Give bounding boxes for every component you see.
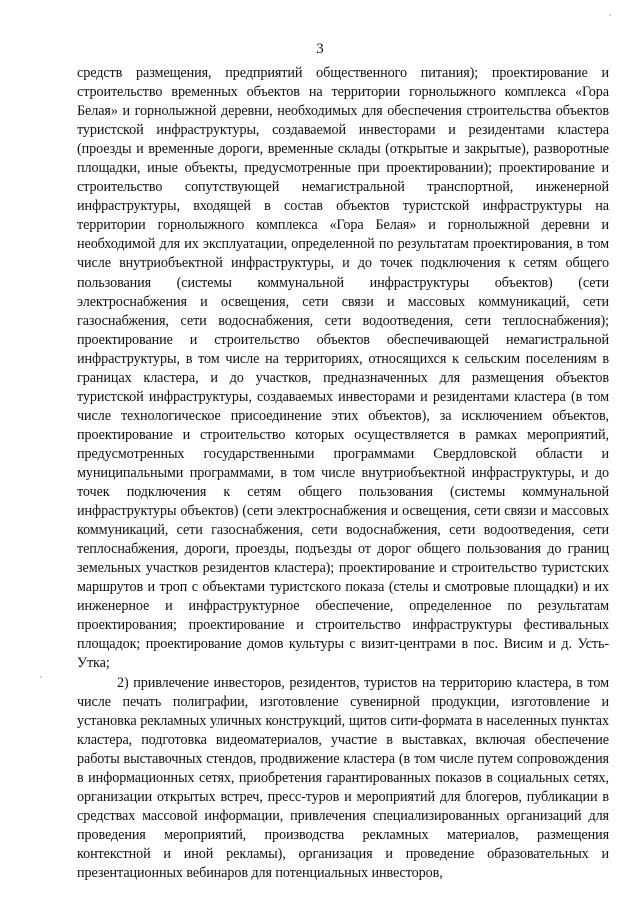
document-body — [77, 64, 609, 883]
scan-speck — [40, 676, 42, 678]
paragraph-item-2: 2) привлечение инвесторов, резидентов, туристов на территорию кластера, в том числе печать полиграфии, изготовление сувенирной продукции, изготовление и установка рекламных уличных конструкций, щитов сити-формата в населенных пунктах кластера, подготовка видеоматериалов, участие в выставках, включая обеспечение работы выставочных стендов, продвижение кластера (в том числе путем сопровождения в информационных сетях, приобретения гарантированных показов в социальных сетях, организации открытых встреч, пресс-туров и мероприятий для блогеров, публикации в средствах массовой информации, привлечения специализированных организаций для проведения мероприятий, производства рекламных материалов, размещения контекстной и иной рекламы), организация и проведение образовательных и презентационных вебинаров для потенциальных инвесторов, — [77, 674, 609, 881]
paragraph-continuation: средств размещения, предприятий общественного питания); проектирование и строительство временных объектов на территории горнолыжного комплекса «Гора Белая» и горнолыжной деревни, необходимых для обеспечения строительства объектов туристской инфраструктуры, создаваемой инвесторами и резидентами кластера (проезды и временные дороги, временные склады (открытые и закрытые), разворотные площадки, иные объекты, предусмотренные при проектировании); проектирование и строительство сопутствующей немагистральной транспортной, инженерной инфраструктуры, входящей в состав объектов туристской инфраструктуры на территории горнолыжного комплекса «Гора Белая» и горнолыжной деревни и необходимой для их эксплуатации, определенной по результатам проектирования, в том числе внутриобъектной инфраструктуры, и до точек подключения к сетям общего пользования (системы коммунальной инфраструктуры объектов) (сети электроснабжения и освещения, сети связи и массовых коммуникаций, сети газоснабжения, сети водоснабжения, сети водоотведения, сети теплоснабжения); проектирование и строительство объектов обеспечивающей немагистральной инфраструктуры, в том числе на территориях, относящихся к сельским поселениям в границах кластера, и до участков, предназначенных для размещения объектов туристской инфраструктуры, создаваемых инвесторами и резидентами кластера (в том числе технологическое присоединение этих объектов), за исключением объектов, проектирование и строительство которых осуществляется в рамках мероприятий, предусмотренных государственными программами Свердловской области и муниципальными программами, в том числе внутриобъектной инфраструктуры, и до точек подключения к сетям общего пользования (системы коммунальной инфраструктуры объектов) (сети электроснабжения и освещения, сети связи и массовых коммуникаций, сети газоснабжения, сети водоснабжения, сети водоотведения, сети теплоснабжения, дороги, проезды, подъезды от дорог общего пользования до границ земельных участков резидентов кластера); проектирование и строительство туристских маршрутов и троп с объектами туристского показа (стелы и смотровые площадки) и их инженерное и инфраструктурное обеспечение, определенное по результатам проектирования; проектирование и строительство инфраструктуры фестивальных площадок; проектирование домов культуры с визит-центрами в пос. Висим и д. Усть-Утка; — [77, 65, 609, 672]
page-number: 3 — [316, 41, 324, 57]
scan-speck — [609, 14, 611, 16]
